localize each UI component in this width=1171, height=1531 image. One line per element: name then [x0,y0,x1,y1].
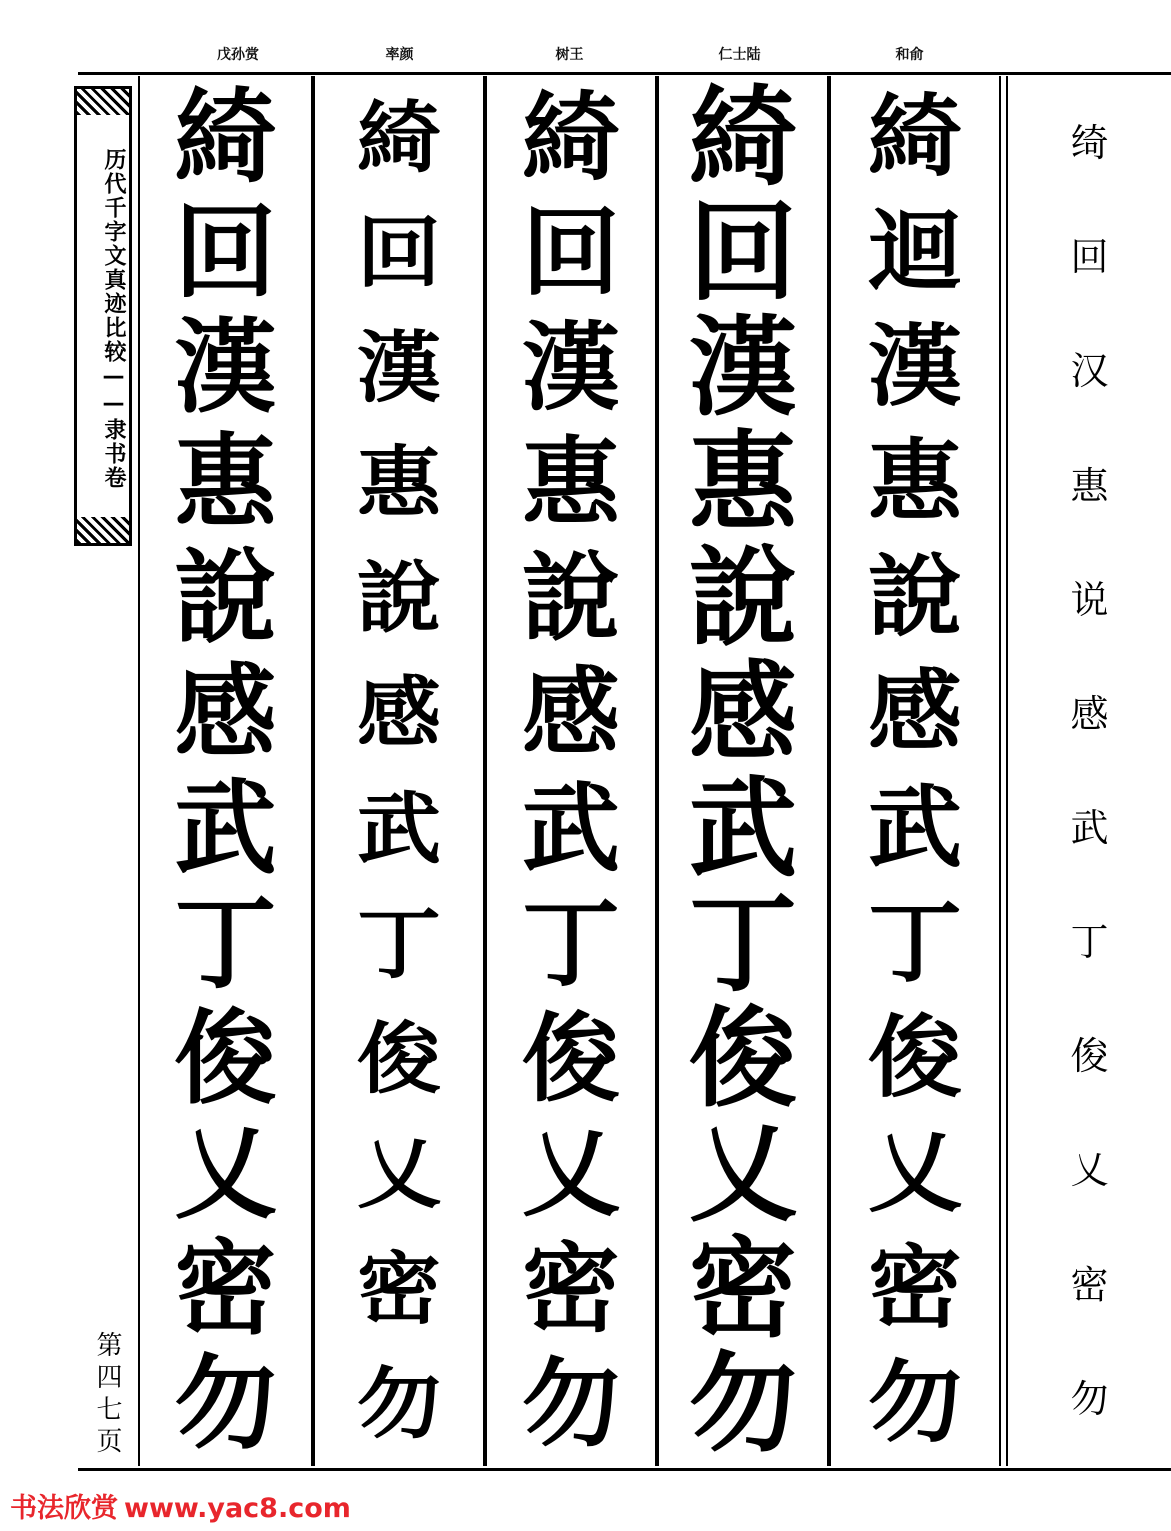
glyph: 密 [867,1236,962,1341]
book-title-banner [74,86,132,546]
glyph-stack-5 [831,76,999,1466]
transcription-column [1006,76,1171,1466]
glyph: 漢 [688,304,797,431]
glyph: 漢 [867,315,962,420]
glyph: 感 [356,668,441,759]
transcription-glyph: 武 [1070,806,1109,851]
footer-site-name: 书法欣赏 [10,1493,118,1524]
page-number: 第四七页 [92,1331,122,1459]
footer-watermark [10,1486,351,1525]
glyph: 丁 [867,891,962,995]
glyph: 武 [688,765,797,892]
book-title-text: 历代千字文真迹比较——隶书卷 [101,148,126,490]
glyph: 乂 [688,1110,797,1237]
glyph: 感 [174,653,277,774]
glyph: 回 [688,189,797,316]
glyph: 密 [522,1232,620,1346]
glyph: 說 [356,553,441,644]
glyph: 武 [174,768,277,889]
glyph: 綺 [356,92,441,183]
glyph: 漢 [356,322,441,413]
glyph: 丁 [522,886,620,1000]
glyph: 密 [174,1229,277,1350]
glyph: 密 [688,1226,797,1353]
glyph: 漢 [522,310,620,424]
glyph: 俊 [688,995,797,1122]
glyph: 綺 [522,80,620,194]
glyph: 感 [522,656,620,770]
column-header-1 [138,40,338,68]
transcription-glyph: 惠 [1070,463,1109,508]
glyph: 說 [522,541,620,655]
glyph: 感 [688,650,797,777]
glyph: 綺 [688,76,797,201]
glyph: 乂 [867,1121,962,1226]
column-header-5 [822,40,997,68]
calligraphy-column-4 [657,76,829,1466]
calligraphy-column-3 [485,76,657,1466]
glyph: 乂 [174,1113,277,1234]
glyph: 回 [522,195,620,309]
column-header-1-label: 戊孙赏 [217,47,259,63]
glyph: 說 [688,535,797,662]
glyph: 俊 [174,998,277,1119]
glyph: 丁 [688,880,797,1007]
column-header-2-label: 率颜 [385,47,414,63]
glyph-stack-2 [315,76,483,1466]
glyph: 綺 [174,77,277,198]
glyph: 武 [522,771,620,885]
glyph: 乂 [356,1128,441,1220]
transcription-glyph: 俊 [1070,1034,1109,1079]
glyph: 惠 [688,420,797,547]
column-header-3 [482,40,657,68]
glyph: 惠 [867,430,962,535]
transcription-glyph: 汉 [1070,349,1109,394]
glyph: 勿 [867,1352,962,1456]
column-header-4 [652,40,827,68]
column-header-4-label: 仁士陆 [718,47,761,63]
transcription-glyph: 丁 [1070,920,1109,965]
glyph: 惠 [356,437,441,529]
column-header-3-label: 树王 [555,47,584,63]
table-top-rule [78,72,1171,75]
glyph: 丁 [356,898,441,989]
glyph: 說 [174,538,277,659]
glyph: 綺 [867,85,962,189]
glyph: 俊 [356,1013,441,1104]
glyph: 俊 [522,1001,620,1115]
glyph: 勿 [174,1344,277,1465]
column-header-2 [312,40,487,68]
banner-hatch-top [77,89,129,115]
glyph: 武 [356,783,441,874]
glyph: 丁 [174,883,277,1004]
glyph: 俊 [867,1006,962,1111]
glyph: 惠 [174,423,277,544]
banner-hatch-bottom [77,517,129,543]
glyph: 武 [867,776,962,880]
footer-url: www.yac8.com [124,1493,351,1524]
calligraphy-column-5 [829,76,1001,1466]
transcription-glyph: 勿 [1070,1376,1109,1421]
glyph: 感 [867,661,962,765]
glyph: 勿 [688,1341,797,1466]
transcription-glyph: 说 [1070,577,1109,622]
table-bottom-rule [78,1468,1171,1471]
glyph: 回 [174,192,277,313]
glyph: 勿 [522,1347,620,1461]
column-header-5-label: 和俞 [895,47,924,63]
transcription-glyph: 密 [1070,1262,1109,1307]
glyph: 迴 [867,200,962,305]
transcription-glyph: 回 [1070,235,1109,280]
glyph-stack-4 [659,76,827,1466]
calligraphy-column-1 [138,76,313,1466]
glyph: 說 [867,545,962,650]
glyph: 回 [356,207,441,298]
glyph: 乂 [522,1116,620,1230]
calligraphy-column-2 [313,76,485,1466]
transcription-glyph: 乂 [1070,1148,1109,1193]
glyph-stack-3 [487,76,655,1466]
glyph: 勿 [356,1359,441,1450]
transcription-glyph: 感 [1070,691,1109,736]
glyph-stack-1 [140,76,311,1466]
transcription-glyph: 绮 [1070,121,1109,166]
glyph: 惠 [522,426,620,540]
glyph: 漢 [174,307,277,428]
glyph: 密 [356,1244,441,1335]
